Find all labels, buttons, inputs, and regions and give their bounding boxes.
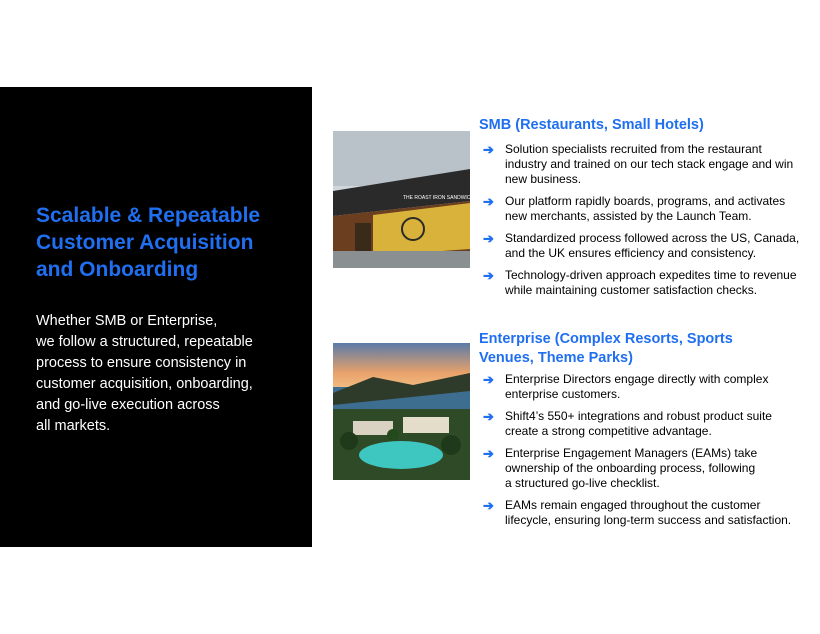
arrow-right-icon: ➔: [483, 446, 494, 461]
restaurant-storefront-photo: [333, 131, 482, 268]
list-item: ➔ Technology-driven approach expedites time to revenue while maintaining customer satisfaction checks.: [483, 268, 797, 297]
arrow-right-icon: ➔: [483, 498, 494, 513]
enterprise-bullet-list: [483, 372, 803, 535]
storefront-sign-text: THE ROAST IRON SANDWICH Co: [403, 195, 482, 201]
smb-section-title: SMB (Restaurants, Small Hotels): [479, 117, 704, 133]
slide-description: Whether SMB or Enterprise, we follow a structured, repeatable process to ensure consistency in customer acquisition, onboarding, and go-live execution across all markets.: [36, 313, 253, 434]
list-item: ➔ EAMs remain engaged throughout the customer lifecycle, ensuring long-term success and satisfaction.: [483, 498, 792, 527]
arrow-right-icon: ➔: [483, 409, 494, 424]
arrow-right-icon: ➔: [483, 142, 494, 157]
resort-pool-aerial-photo: [333, 343, 470, 480]
slide-title: Scalable & Repeatable Customer Acquisition and Onboarding: [36, 204, 261, 281]
arrow-right-icon: ➔: [483, 372, 494, 387]
arrow-right-icon: ➔: [483, 268, 494, 283]
enterprise-section-title: Enterprise (Complex Resorts, Sports Venues, Theme Parks): [479, 331, 733, 366]
arrow-right-icon: ➔: [483, 194, 494, 209]
list-item: ➔ Enterprise Engagement Managers (EAMs) take ownership of the onboarding process, following a structured go-live checklist.: [483, 446, 758, 490]
list-item: ➔ Our platform rapidly boards, programs, and activates new merchants, assisted by the Launch Team.: [483, 194, 786, 223]
list-item: ➔ Enterprise Directors engage directly with complex enterprise customers.: [483, 372, 769, 401]
list-item: ➔ Shift4’s 550+ integrations and robust product suite create a strong competitive advantage.: [483, 409, 772, 438]
list-item: ➔ Solution specialists recruited from the restaurant industry and trained on our tech stack engage and win new business.: [483, 142, 794, 186]
list-item: ➔ Standardized process followed across the US, Canada, and the UK ensures efficiency and consistency.: [483, 231, 800, 260]
smb-bullet-list: [483, 142, 803, 305]
arrow-right-icon: ➔: [483, 231, 494, 246]
